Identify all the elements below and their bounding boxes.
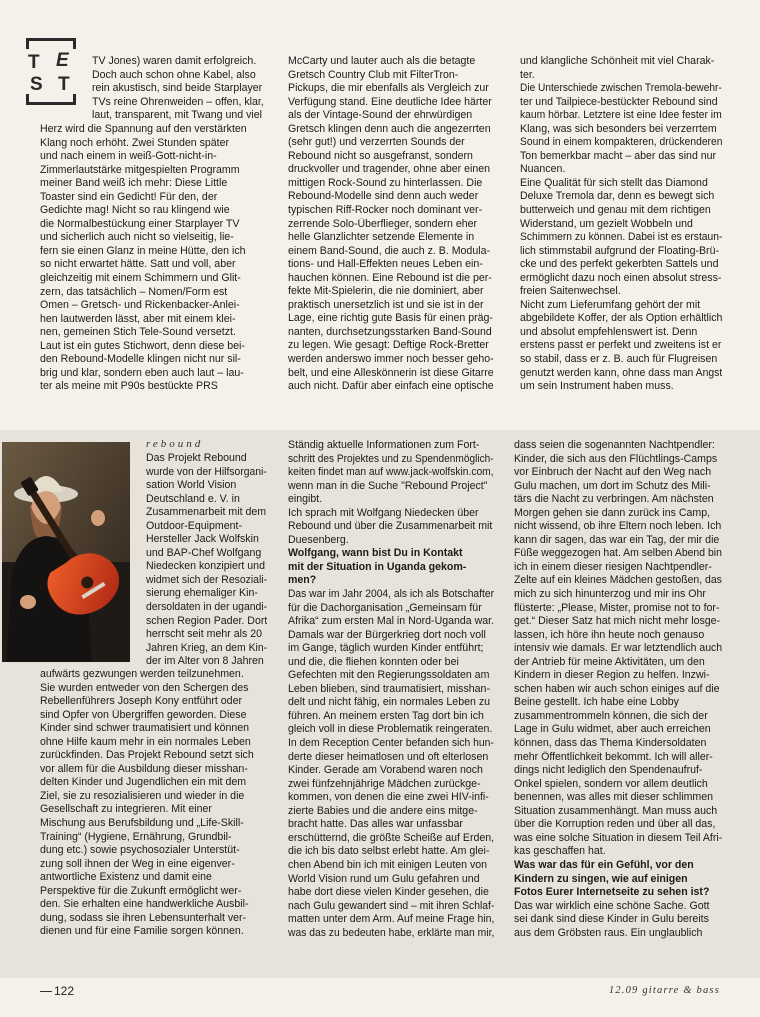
logo-letter: T <box>58 74 70 95</box>
text-line: so stabil, dass er z. B. auch für Flugreisen <box>520 353 718 366</box>
text-line: Deutschland e. V. in <box>146 492 240 505</box>
text-line: Schimmern zu können. Dabei ist es erstaun- <box>520 231 722 244</box>
text-line: Nicht zum Lieferumfang gehört der mit <box>520 298 701 311</box>
text-line: Gretsch Country Club mit FilterTron- <box>288 68 459 81</box>
text-line: Ich sprach mit Wolfgang Niedecken über <box>288 506 479 519</box>
text-line: und nach einem in weiß-Gott-nicht-in- <box>40 150 217 163</box>
text-line: aufwärts gezwungen werden teilzunehmen. <box>40 668 244 680</box>
text-line: Klang, was sich besonders bei verzerrtem <box>520 122 717 135</box>
text-line: antwortliche Existenz und damit eine <box>40 871 212 884</box>
text-line: im Gange, täglich wurden Kinder entführt; <box>288 642 484 655</box>
text-line: sierung ehemaliger Kin- <box>146 587 258 600</box>
text-line: Gesellschaft zu integrieren. Mit einer <box>40 803 212 816</box>
text-line: delt und nicht fähig, ein normales Leben zu <box>288 696 491 709</box>
interview-column-2 <box>288 439 494 940</box>
top-column-1 <box>40 123 265 394</box>
text-line: den. Sie erhalten eine handwerkliche Ausbil- <box>40 898 249 911</box>
text-line: Deluxe Tremola dar, denn es bewegt sich <box>520 190 715 203</box>
text-line: Doch auch schon ohne Kabel, also <box>92 68 256 81</box>
text-line: Rebound nicht so ausgefranst, sondern <box>288 149 473 162</box>
text-line: typischen Riff-Rocker noch dominant ver- <box>288 204 483 217</box>
text-line: hen lautwerden lässt, aber mit einem klei- <box>40 312 236 325</box>
text-line: ter. <box>520 68 535 81</box>
text-line: die ich bis dato selbst erlebt hatte. Am glei- <box>288 845 490 858</box>
text-line: nanten, durchsetzungsstarken Band-Sound <box>288 325 492 338</box>
text-line: brig und klar, sondern eben auch laut – lau- <box>40 366 244 379</box>
text-line: zusammentrommeln können, die sich der <box>514 709 708 722</box>
text-line: gleichzeitig mit einem Schimmern und Glit- <box>40 272 241 285</box>
text-line: auch nicht. Dafür aber einfach eine optische <box>288 380 494 393</box>
text-line: Herz wird die Spannung auf den verstärkten <box>40 123 247 135</box>
text-line: eingibt. <box>288 493 323 506</box>
text-line: Kinder, die sich aus den Flüchtlings-Camps <box>514 452 718 465</box>
text-line: zwei fünfzehnjährige Mädchen zurückge- <box>288 777 481 790</box>
text-line: dass seien die sogenannten Nachtpendler: <box>514 439 715 451</box>
text-line: World Vision rund um Gulu gefahren und <box>288 872 480 885</box>
text-line: nicht wissend, ob ihre Eltern noch leben. Ich <box>514 520 722 533</box>
text-line: gleich voll in diese Problematik reingeraten. <box>288 723 493 736</box>
text-line: helle Glanzlichter setzende Elemente in <box>288 231 475 244</box>
text-line: sind Opfer von Übergriffen geworden. Diese <box>40 708 247 721</box>
logo-bracket-top <box>26 38 76 49</box>
text-line: cke und des perfekt gekerbten Sattels und <box>520 258 719 271</box>
text-line: Afrika“ zum ersten Mal in Nord-Uganda war. <box>288 615 494 628</box>
text-line: Verfügung stand. Eine deutliche Idee härter <box>288 95 492 108</box>
text-line: dung etc.) sowie psychosozialer Unterstüt- <box>40 844 240 857</box>
text-line: mich zu sich hinunterzog und mir ins Ohr <box>514 588 706 601</box>
text-line: Gedichte mag! Nicht so rau klingend wie <box>40 204 230 217</box>
text-line: vor allem für die Ausbildung dieser misshan- <box>40 762 248 775</box>
text-line: druckvoller und tragender, ohne aber einen <box>288 163 491 176</box>
text-line: Sound in einem kompakteren, drückenderen <box>520 136 722 149</box>
text-line: Zusammenarbeit mit dem <box>146 506 267 519</box>
text-line: Kinder sind schwer traumatisiert und können <box>40 722 250 735</box>
text-line: butterweich und genau mit dem richtigen <box>520 204 711 217</box>
text-line: Beine gestellt. Ich habe eine Lobby <box>514 696 679 709</box>
text-line: Wolfgang, wann bist Du in Kontakt <box>288 547 463 560</box>
text-line: Pickups, die mir ebenfalls als Vergleich zur <box>288 82 489 95</box>
logo-letter: S <box>30 74 43 95</box>
text-line: zierte Babies und die andere eins mitge- <box>288 804 478 817</box>
logo-letter: T <box>28 52 40 73</box>
text-line: Lage, eine richtig gute Basis für einen präg- <box>288 312 493 325</box>
text-line: Duesenberg. <box>288 533 349 546</box>
text-line: Das Projekt Rebound <box>146 452 247 464</box>
text-line: kann dir sagen, das war ein Tag, der mir die <box>514 533 720 546</box>
text-line: Onkel spielen, sondern vor allem deutlich <box>514 777 708 790</box>
text-line: widmet sich der Resoziali- <box>146 573 268 586</box>
text-line: Kinder. Gerade am Vorabend waren noch <box>288 764 483 777</box>
text-line: genutzt werden kann, ohne dass man Angst <box>520 366 723 379</box>
text-line: dienen und für eine Familie sorgen können. <box>40 925 244 938</box>
text-line: (sehr gut!) und verzerrten Sounds der <box>288 136 465 149</box>
text-line: Gefechten mit den Regierungssoldaten am <box>288 669 490 682</box>
text-line: fekte Mit-Spielerin, die nie dominiert, aber <box>288 285 484 298</box>
text-line: für die Dachorganisation „Gemeinsam für <box>288 601 482 614</box>
text-line: tions- und Hall-Effekten neues Leben ein- <box>288 258 483 271</box>
text-line: vor Einbruch der Nacht auf den Weg nach <box>514 466 712 479</box>
text-line: Sie wurden entweder von den Schergen des <box>40 681 249 694</box>
text-line: Ton bemerkbar macht – aber das sind nur <box>520 149 717 162</box>
text-line: intensiv wie damals. Er war letztendlich auch <box>514 642 722 655</box>
text-line: Kindern zu singen, wie auf einigen <box>514 872 688 885</box>
text-line: erschütternd, die größte Scheiße auf Erden, <box>288 831 494 844</box>
text-line: kaum hörbar. Letztere ist eine Idee fester im <box>520 109 722 122</box>
text-line: Füße weggezogen hat. Am selben Abend bin <box>514 547 722 560</box>
text-line: delten Kinder und Jugendlichen ein mit dem <box>40 776 247 789</box>
text-line: zung soll ihnen der Weg in eine eigenver- <box>40 857 235 870</box>
text-line: wurde von der Hilfsorgani- <box>146 465 267 478</box>
text-line: und klangliche Schönheit mit viel Charak- <box>520 55 715 67</box>
text-line: mehr Öffentlichkeit bekommt. Ich will aller- <box>514 750 713 763</box>
text-line: Gulu machen, um dort im Schutz des Mili- <box>514 479 711 492</box>
text-line: tärs die Nacht zu verbringen. Am nächsten <box>514 493 714 506</box>
text-line: Perspektive für die Zukunft ermöglicht wer- <box>40 884 242 897</box>
text-line: so nicht erwartet hätte. Satt und voll, aber <box>40 258 236 271</box>
text-line: Eine Qualität für sich stellt das Diamond <box>520 176 708 189</box>
text-line: ermöglicht dazu noch einen absolut stress- <box>520 271 722 284</box>
text-line: erstens passt er perfekt und zweitens ist er <box>520 339 722 352</box>
text-line: chen Abend bin ich mit einigen Leuten von <box>288 858 488 871</box>
text-line: keiten findet man auf www.jack-wolfskin.com, <box>288 466 494 479</box>
text-line: dung, sodass sie ihren Lebensunterhalt ver- <box>40 911 247 924</box>
text-line: zern, das tatsächlich – Nomen/Form est <box>40 285 228 298</box>
text-line: matten unter dem Arm. Auf meine Frage hin, <box>288 913 494 926</box>
text-line: ich in einem dieser riesigen Nachtpendler- <box>514 560 712 573</box>
text-line: derte dieser heimatlosen und oft elterlosen <box>288 750 489 763</box>
rebound-column-1 <box>40 668 267 939</box>
page-number-text: 122 <box>54 984 75 998</box>
text-line: einem Band-Sound, die auch z. B. Modula- <box>288 244 490 257</box>
text-line: mit der Situation in Uganda gekom- <box>288 560 467 573</box>
text-line: Situation zusammenhängt. Man muss auch <box>514 804 718 817</box>
text-line: und sicherlich auch nicht so vielseitig, lie- <box>40 231 234 244</box>
text-line: Klang noch erhöht. Zwei Stunden später <box>40 136 230 149</box>
text-line: und absolut empfehlenswert ist. Denn <box>520 325 698 338</box>
page-number <box>40 984 74 998</box>
text-line: der im Alter von 8 Jahren <box>146 655 264 668</box>
text-line: Zelte auf ein kleines Mädchen gestoßen, das <box>514 574 722 587</box>
text-line: was eine solche Situation in diesem Teil Afri- <box>514 831 722 844</box>
text-line: schen Region Pader. Dort <box>146 614 267 627</box>
text-line: können, dass das Thema Kindersoldaten <box>514 737 707 750</box>
text-line: habe dort diese vielen Kinder gesehen, die <box>288 886 489 899</box>
text-line: aus dem Gröbsten raus. Ein unglaublich <box>514 926 703 939</box>
text-line: schritt des Projektes und zu Spendenmöglich- <box>288 452 494 465</box>
text-line: Kindern in dieser Region zu helfen. Inzwi- <box>514 669 710 682</box>
text-line: Outdoor-Equipment- <box>146 519 242 532</box>
section-label: rebound <box>146 438 204 450</box>
text-line: get.“ Dieser Satz hat mich nicht mehr losge- <box>514 615 721 628</box>
text-line: ter und Tailpiece-bestückter Rebound sind <box>520 95 718 108</box>
text-line: Ziel, sie zu resozialisieren und wieder in die <box>40 789 245 802</box>
text-line: über die Korruption reden und über all das, <box>514 818 716 831</box>
text-line: Damals war der Bürgerkrieg dort noch voll <box>288 628 486 641</box>
text-line: die Normalbestückung einer Starplayer TV <box>40 217 240 230</box>
text-line: herrscht seit mehr als 20 <box>146 628 262 641</box>
text-line: kommen, von denen die eine zwei HIV-infi- <box>288 791 489 804</box>
text-line: und die, die fliehen konnten oder bei <box>288 655 459 668</box>
text-line: freien Saitenwechsel. <box>520 285 621 298</box>
text-line: Rebellenführers Joseph Kony entführt oder <box>40 695 242 708</box>
text-line: Morgen gehen sie dann zurück ins Camp, <box>514 506 711 519</box>
text-line: McCarty und lauter auch als die betagte <box>288 55 476 67</box>
text-line: Toaster sind ein Gedicht! Für den, der <box>40 190 218 203</box>
text-line: kas geschaffen hat. <box>514 845 606 858</box>
text-line: hauchen können. Eine Rebound ist die per- <box>288 271 492 284</box>
test-section-logo <box>22 38 80 102</box>
text-line: Gretsch klingen denn auch die angezerrten <box>288 122 491 135</box>
text-line: als der Vintage-Sound der ehrwürdigen <box>288 109 473 122</box>
text-line: Niedecken konzipiert und <box>146 560 265 573</box>
text-line: lassen, ich höre ihn heute noch genauso <box>514 628 705 641</box>
text-line: werden anderswo immer noch besser geho- <box>288 353 494 366</box>
text-line: Die Unterschiede zwischen Tremola-bewehr- <box>520 82 722 95</box>
text-line: Zimmerlautstärke mitgespielten Programm <box>40 163 240 176</box>
text-line: men? <box>288 574 317 587</box>
text-line: zurückfinden. Das Projekt Rebound setzt sich <box>40 749 254 762</box>
text-line: TVs reine Ohrenweiden – offen, klar, <box>92 95 264 108</box>
page-number-rule <box>40 991 52 992</box>
text-line: Laut ist ein gutes Stichwort, denn diese bei- <box>40 339 245 352</box>
text-line: mittigen Rock-Sound zu hinterlassen. Die <box>288 176 483 189</box>
text-line: Omen – Gretsch- und Rickenbacker-Anlei- <box>40 299 240 312</box>
text-line: Jahren Krieg, an dem Kin- <box>146 641 268 654</box>
article-top <box>0 0 760 430</box>
text-line: TV Jones) waren damit erfolgreich. <box>92 55 257 67</box>
text-line: um sein Instrument haben muss. <box>520 380 674 393</box>
text-line: Widerstand, um gezielt Wobbeln und <box>520 217 693 230</box>
text-line: abgebildete Koffer, der als Option erhältlich <box>520 312 722 325</box>
text-line: Mischung aus Berufsbildung und „Life-Skill- <box>40 817 244 830</box>
text-line: Rebound und über die Zusammenarbeit mit <box>288 520 493 533</box>
text-line: und BAP-Chef Wolfgang <box>146 546 262 559</box>
top-column-1-indented <box>92 55 265 123</box>
text-line: Das war wirklich eine schöne Sache. Gott <box>514 899 710 912</box>
text-line: dersoldaten in der ugandi- <box>146 601 268 614</box>
top-column-2 <box>288 55 494 394</box>
text-line: sei dank sind diese Kinder in Gulu bereits <box>514 913 709 926</box>
text-line: laut, transparent, mit Twang und viel <box>92 109 262 122</box>
text-line: rein akustisch, sind beide Starplayer <box>92 82 263 95</box>
issue-label: 12.09 gitarre & bass <box>608 985 720 996</box>
text-line: belt, und eine Alleskönnerin ist diese Gitarre <box>288 366 494 379</box>
text-line: meiner Band weiß ich mehr: Diese Little <box>40 177 228 190</box>
logo-letter: E <box>56 50 69 71</box>
text-line: zu legen. Wie gesagt: Deftige Rock-Bretter <box>288 339 489 352</box>
text-line: nach Gulu gewandert sind – mit ihren Schlaf- <box>288 899 494 912</box>
text-line: der Antrieb für meine Aktivitäten, um den <box>514 655 705 668</box>
text-line: ter als meine mit P90s bestückte PRS <box>40 380 218 393</box>
text-line: sation World Vision <box>146 479 237 492</box>
musician-photo <box>2 442 130 662</box>
text-line: Leben blieben, sind traumatisiert, misshan- <box>288 682 490 695</box>
text-line: Lage in Gulu widmet, aber auch erreichen <box>514 723 711 736</box>
text-line: den Rebound-Modelle klingen nicht nur sil- <box>40 353 241 366</box>
text-line: Nuancen. <box>520 163 566 176</box>
text-line: zerrende Solo-Überflieger, sondern eher <box>288 217 478 230</box>
text-line: Was war das für ein Gefühl, vor den <box>514 858 694 871</box>
text-line: Training“ (Hygiene, Ernährung, Grundbil- <box>40 830 232 843</box>
text-line: Hersteller Jack Wolfskin <box>146 533 259 546</box>
text-line: flüsterte: „Please, Mister, promise not to for- <box>514 601 720 614</box>
photo-illustration <box>2 442 130 662</box>
text-line: Ständig aktuelle Informationen zum Fort- <box>288 439 480 451</box>
top-column-3 <box>520 55 722 394</box>
text-line: fern sie einen Glanz in meine Hütte, den ich <box>40 244 246 257</box>
text-line: was das zu bedeuten habe, erklärte man mir, <box>288 926 494 939</box>
interview-column-3 <box>514 439 722 940</box>
text-line: praktisch unersetzlich ist und sie ist in der <box>288 298 484 311</box>
text-line: benennen, was alles mit dieser schlimmen <box>514 791 714 804</box>
text-line: In dem Reception Center befanden sich hun- <box>288 737 494 750</box>
text-line: nen, gemeinen Stich Tele-Sound versetzt. <box>40 326 236 339</box>
text-line: Rebound-Modelle sind denn auch weder <box>288 190 479 203</box>
text-line: führen. An meinem ersten Tag dort bin ich <box>288 709 484 722</box>
text-line: Das war im Jahr 2004, als ich als Botschafter <box>288 588 495 601</box>
rebound-column-1-narrow <box>146 452 267 669</box>
text-line: lich stimmstabil aufgrund der Floating-Brü- <box>520 244 720 257</box>
text-line: wenn man in die Suche "Rebound Project" <box>288 479 488 492</box>
text-line: bracht hatte. Das alles war unfassbar <box>288 818 463 831</box>
text-line: ohne Hilfe kaum mehr in ein normales Leben <box>40 735 251 748</box>
text-line: dings nicht lediglich den Spendenaufruf- <box>514 764 703 777</box>
text-line: schen haben wir auch schon einiges auf die <box>514 682 720 695</box>
text-line: Fotos Eurer Internetseite zu sehen ist? <box>514 886 710 899</box>
